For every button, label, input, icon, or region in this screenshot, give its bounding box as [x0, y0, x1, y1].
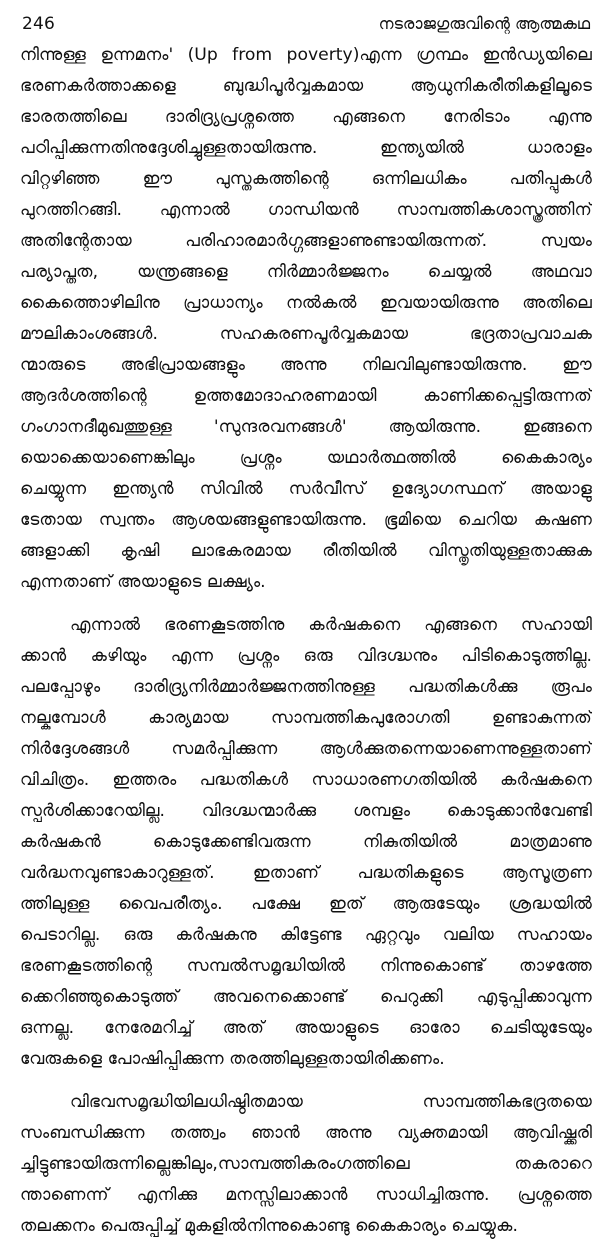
text-line: കർഷകൻ കൊടുക്കേണ്ടിവരുന്ന നികുതിയിൽ മാത്രമാണു: [20, 832, 592, 852]
body-text: [20, 40, 592, 1242]
page-number: 246: [22, 14, 56, 34]
text-line: നിന്നുള്ള ഉന്നമനം' (Up from poverty)എന്ന ഗ്രന്ഥം ഇൻഡ്യയിലെ: [20, 45, 592, 65]
text-line: വിഭവസമൃദ്ധിയിലധിഷ്ഠിതമായ സാമ്പത്തികഭദ്രതയെ: [70, 1092, 592, 1112]
text-line: ത്തിലുള്ള വൈപരീത്യം. പക്ഷേ ഇത് ആരുടേയും ശ്രദ്ധയിൽ: [20, 894, 592, 914]
text-line: കൈത്തൊഴിലിനു പ്രാധാന്യം നൽകൽ ഇവയായിരുന്നു അതിലെ: [20, 293, 592, 313]
text-line: ഭരണകർത്താക്കളെ ബുദ്ധിപൂർവ്വകമായ ആധുനികരീതികളിലൂടെ: [20, 76, 592, 96]
paragraph: [20, 1087, 592, 1242]
text-line: തലക്കനം പെരുപ്പിച്ച് മുകളിൽനിന്നുകൊണ്ടു കൈകാര്യം ചെയ്യുക.: [20, 1216, 518, 1236]
text-line: ന്മാരുടെ അഭിപ്രായങ്ങളും അന്നു നിലവിലുണ്ടായിരുന്നു. ഈ: [20, 355, 592, 375]
text-line: ഭരണകൂടത്തിന്റെ സമ്പൽസമൃദ്ധിയിൽ നിന്നുകൊണ്ട് താഴത്തേ: [20, 956, 592, 976]
text-line: ച്ചിട്ടുണ്ടായിരുന്നില്ലെങ്കിലും,സാമ്പത്തികരംഗത്തിലെ തകരാറെ: [20, 1154, 592, 1174]
text-line: ഗംഗാനദീമുഖത്തുള്ള 'സുന്ദരവനങ്ങൾ' ആയിരുന്നു. ഇങ്ങനെ: [20, 417, 592, 437]
paragraph: [20, 610, 592, 1075]
text-line: പഠിപ്പിക്കുന്നതിനുദ്ദേശിച്ചുള്ളതായിരുന്നു. ഇന്ത്യയിൽ ധാരാളം: [20, 138, 592, 158]
text-line: ചെയ്യുന്ന ഇന്ത്യൻ സിവിൽ സർവീസ് ഉദ്യോഗസ്ഥന് അയാളു: [20, 479, 592, 499]
text-line: ന്താണെന്ന് എനിക്കു മനസ്സിലാക്കാൻ സാധിച്ചിരുന്നു. പ്രശ്നത്തെ: [20, 1185, 592, 1205]
text-line: പുറത്തിറങ്ങി. എന്നാൽ ഗാന്ധിയൻ സാമ്പത്തികശാസ്ത്രത്തിന്: [20, 200, 592, 220]
running-title: നടരാജഗുരുവിന്റെ ആത്മകഥ: [378, 14, 590, 33]
text-line: ആദർശത്തിന്റെ ഉത്തമോദാഹരണമായി കാണിക്കപ്പെട്ടിരുന്നത്: [20, 386, 592, 406]
text-line: എന്നാൽ ഭരണകൂടത്തിനു കർഷകനെ എങ്ങനെ സഹായി: [70, 615, 592, 635]
paragraph: [20, 40, 592, 598]
text-line: ങ്ങളാക്കി കൃഷി ലാഭകരമായ രീതിയിൽ വിസ്തൃതിയുള്ളതാക്കുക: [20, 541, 592, 561]
paragraph-gap: [20, 1075, 592, 1087]
text-line: മൗലികാംശങ്ങൾ. സഹകരണപൂർവ്വകമായ ഭദ്രതാപ്രവാചക: [20, 324, 592, 344]
text-line: പര്യാപ്തത, യന്ത്രങ്ങളെ നിർമ്മാർജ്ജനം ചെയ്യൽ അഥവാ: [20, 262, 592, 282]
text-line: വേരുകളെ പോഷിപ്പിക്കുന്ന തരത്തിലുള്ളതായിരിക്കണം.: [20, 1049, 445, 1069]
text-line: ക്കെറിഞ്ഞുകൊടുത്ത് അവനെക്കൊണ്ട് പെറുക്കി എടുപ്പിക്കാവുന്ന: [20, 987, 592, 1007]
text-line: വർദ്ധനവുണ്ടാകാറുള്ളത്. ഇതാണ് പദ്ധതികളുടെ ആസൂത്രണ: [20, 863, 592, 883]
text-line: ക്കാൻ കഴിയും എന്ന പ്രശ്നം ഒരു വിദഗ്ദ്ധനും പിടികൊടുത്തില്ല.: [20, 646, 592, 666]
text-line: പലപ്പോഴും ദാരിദ്ര്യനിർമ്മാർജ്ജനത്തിനുള്ള പദ്ധതികൾക്കു രൂപം: [20, 677, 592, 697]
paragraph-gap: [20, 598, 592, 610]
text-line: അതിന്റേതായ പരിഹാരമാർഗ്ഗങ്ങളാണുണ്ടായിരുന്നത്. സ്വയം: [20, 231, 592, 251]
text-line: ഭാരതത്തിലെ ദാരിദ്ര്യപ്രശ്നത്തെ എങ്ങനെ നേരിടാം എന്നു: [20, 107, 592, 127]
text-line: നിർദ്ദേശങ്ങൾ സമർപ്പിക്കുന്ന ആൾക്കുതന്നെയാണെന്നുള്ളതാണ്: [20, 739, 592, 759]
text-line: പെടാറില്ല. ഒരു കർഷകനു കിട്ടേണ്ട ഏറ്റവും വലിയ സഹായം: [20, 925, 592, 945]
text-line: നല്കുമ്പോൾ കാര്യമായ സാമ്പത്തികപുരോഗതി ഉണ്ടാകുന്നത്: [20, 708, 592, 728]
page-header: [0, 10, 600, 40]
text-line: എന്നതാണ് അയാളുടെ ലക്ഷ്യം.: [20, 572, 266, 592]
text-line: സംബന്ധിക്കുന്ന തത്ത്വം ഞാൻ അന്നു വ്യക്തമായി ആവിഷ്ക്കരി: [20, 1123, 592, 1143]
text-line: ഒന്നല്ല. നേരേമറിച്ച് അത് അയാളുടെ ഓരോ ചെടിയുടേയും: [20, 1018, 592, 1038]
text-line: യൊക്കെയാണെങ്കിലും പ്രശ്നം യഥാർത്ഥത്തിൽ കൈകാര്യം: [20, 448, 592, 468]
text-line: ടേതായ സ്വന്തം ആശയങ്ങളുണ്ടായിരുന്നു. ഭൂമിയെ ചെറിയ കഷണ: [20, 510, 592, 530]
text-line: വിചിത്രം. ഇത്തരം പദ്ധതികൾ സാധാരണഗതിയിൽ കർഷകനെ: [20, 770, 592, 790]
text-line: സ്പർശിക്കാറേയില്ല. വിദഗ്ദ്ധന്മാർക്കു ശമ്പളം കൊടുക്കാൻവേണ്ടി: [20, 801, 592, 821]
text-line: വിറ്റഴിഞ്ഞ ഈ പുസ്തകത്തിന്റെ ഒന്നിലധികം പതിപ്പുകൾ: [20, 169, 592, 189]
